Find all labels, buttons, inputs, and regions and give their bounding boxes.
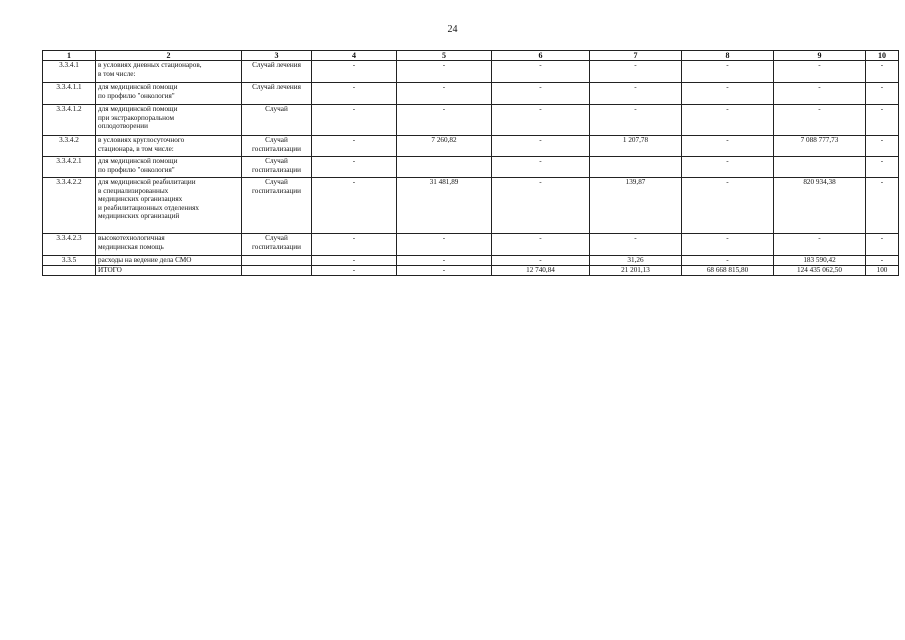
table-row bbox=[43, 83, 899, 105]
row-col9: 7 088 777,73 bbox=[774, 136, 866, 157]
header-row bbox=[43, 51, 899, 61]
row-col7: - bbox=[590, 83, 682, 105]
row-col6: - bbox=[492, 157, 590, 178]
row-col8: - bbox=[682, 61, 774, 83]
header-cell: 2 bbox=[96, 51, 242, 61]
row-unit: Случай госпитализации bbox=[242, 136, 312, 157]
row-unit: Случай госпитализации bbox=[242, 234, 312, 256]
row-col10: 100 bbox=[866, 266, 899, 276]
row-col7: 21 201,13 bbox=[590, 266, 682, 276]
row-col4: - bbox=[312, 61, 397, 83]
row-unit bbox=[242, 266, 312, 276]
row-col6: - bbox=[492, 234, 590, 256]
row-col5 bbox=[397, 157, 492, 178]
row-col6: - bbox=[492, 178, 590, 234]
row-code: 3.3.4.1.1 bbox=[43, 83, 96, 105]
row-col7: 31,26 bbox=[590, 256, 682, 266]
header-cell: 7 bbox=[590, 51, 682, 61]
row-col10: - bbox=[866, 178, 899, 234]
row-col8: - bbox=[682, 157, 774, 178]
header-cell: 3 bbox=[242, 51, 312, 61]
row-col10: - bbox=[866, 157, 899, 178]
row-col8: - bbox=[682, 256, 774, 266]
table-row bbox=[43, 256, 899, 266]
row-col6: - bbox=[492, 256, 590, 266]
row-col5: - bbox=[397, 61, 492, 83]
row-unit: Случай госпитализации bbox=[242, 178, 312, 234]
row-col9: - bbox=[774, 234, 866, 256]
row-name: расходы на ведение дела СМО bbox=[96, 256, 242, 266]
row-col7: 1 207,78 bbox=[590, 136, 682, 157]
table-row bbox=[43, 105, 899, 136]
row-col6: - bbox=[492, 136, 590, 157]
row-code: 3.3.4.2.2 bbox=[43, 178, 96, 234]
row-col5: 31 481,89 bbox=[397, 178, 492, 234]
row-col9: - bbox=[774, 61, 866, 83]
row-col7 bbox=[590, 157, 682, 178]
row-col7: - bbox=[590, 105, 682, 136]
row-col10: - bbox=[866, 83, 899, 105]
row-col10: - bbox=[866, 136, 899, 157]
row-col6: - bbox=[492, 105, 590, 136]
row-col7: 139,87 bbox=[590, 178, 682, 234]
row-col9 bbox=[774, 157, 866, 178]
row-code: 3.3.4.2 bbox=[43, 136, 96, 157]
header-cell: 4 bbox=[312, 51, 397, 61]
row-unit: Случай лечения bbox=[242, 61, 312, 83]
row-name: для медицинской помощи по профилю "онкология" bbox=[96, 157, 242, 178]
row-col7: - bbox=[590, 234, 682, 256]
row-col5: - bbox=[397, 234, 492, 256]
row-name: в условиях дневных стационаров, в том числе: bbox=[96, 61, 242, 83]
header-cell: 8 bbox=[682, 51, 774, 61]
row-col4: - bbox=[312, 83, 397, 105]
row-col10: - bbox=[866, 234, 899, 256]
row-unit: Случай лечения bbox=[242, 83, 312, 105]
row-name: для медицинской реабилитации в специализированных медицинских организациях и реабилитационных отделениях медицинских организаций bbox=[96, 178, 242, 234]
row-name: в условиях круглосуточного стационара, в том числе: bbox=[96, 136, 242, 157]
header-cell: 5 bbox=[397, 51, 492, 61]
row-name: для медицинской помощи по профилю "онкология" bbox=[96, 83, 242, 105]
row-code: 3.3.5 bbox=[43, 256, 96, 266]
row-col6: 12 740,84 bbox=[492, 266, 590, 276]
row-col6: - bbox=[492, 83, 590, 105]
row-col4: - bbox=[312, 136, 397, 157]
row-name: для медицинской помощи при экстракорпоральном оплодотворении bbox=[96, 105, 242, 136]
table-row bbox=[43, 136, 899, 157]
header-cell: 1 bbox=[43, 51, 96, 61]
row-col9: - bbox=[774, 83, 866, 105]
table-row bbox=[43, 178, 899, 234]
row-col5: 7 260,82 bbox=[397, 136, 492, 157]
header-cell: 9 bbox=[774, 51, 866, 61]
row-col8: - bbox=[682, 234, 774, 256]
row-col8: - bbox=[682, 105, 774, 136]
header-cell: 6 bbox=[492, 51, 590, 61]
row-col5: - bbox=[397, 83, 492, 105]
row-col8: - bbox=[682, 83, 774, 105]
row-col5: - bbox=[397, 105, 492, 136]
row-code: 3.3.4.1.2 bbox=[43, 105, 96, 136]
row-unit: Случай госпитализации bbox=[242, 157, 312, 178]
table-row bbox=[43, 61, 899, 83]
row-col10: - bbox=[866, 256, 899, 266]
row-code: 3.3.4.2.1 bbox=[43, 157, 96, 178]
row-name: ИТОГО bbox=[96, 266, 242, 276]
row-col4: - bbox=[312, 266, 397, 276]
header-cell: 10 bbox=[866, 51, 899, 61]
row-col5: - bbox=[397, 266, 492, 276]
row-col7: - bbox=[590, 61, 682, 83]
row-col10: - bbox=[866, 61, 899, 83]
row-col4: - bbox=[312, 256, 397, 266]
row-col4: - bbox=[312, 157, 397, 178]
row-col4: - bbox=[312, 234, 397, 256]
row-col5: - bbox=[397, 256, 492, 266]
row-col4: - bbox=[312, 178, 397, 234]
row-col8: - bbox=[682, 178, 774, 234]
row-col10: - bbox=[866, 105, 899, 136]
row-col8: - bbox=[682, 136, 774, 157]
row-code: 3.3.4.2.3 bbox=[43, 234, 96, 256]
row-col9: 124 435 062,50 bbox=[774, 266, 866, 276]
table-row bbox=[43, 157, 899, 178]
row-col4: - bbox=[312, 105, 397, 136]
table-row bbox=[43, 266, 899, 276]
row-unit: Случай bbox=[242, 105, 312, 136]
row-col6: - bbox=[492, 61, 590, 83]
table-row bbox=[43, 234, 899, 256]
row-code: 3.3.4.1 bbox=[43, 61, 96, 83]
row-name: высокотехнологичная медицинская помощь bbox=[96, 234, 242, 256]
row-col9: 820 934,38 bbox=[774, 178, 866, 234]
row-col8: 68 668 815,80 bbox=[682, 266, 774, 276]
row-col9: 183 590,42 bbox=[774, 256, 866, 266]
row-col9: - bbox=[774, 105, 866, 136]
row-unit bbox=[242, 256, 312, 266]
row-code bbox=[43, 266, 96, 276]
data-table bbox=[42, 50, 899, 276]
page-number: 24 bbox=[447, 24, 458, 35]
